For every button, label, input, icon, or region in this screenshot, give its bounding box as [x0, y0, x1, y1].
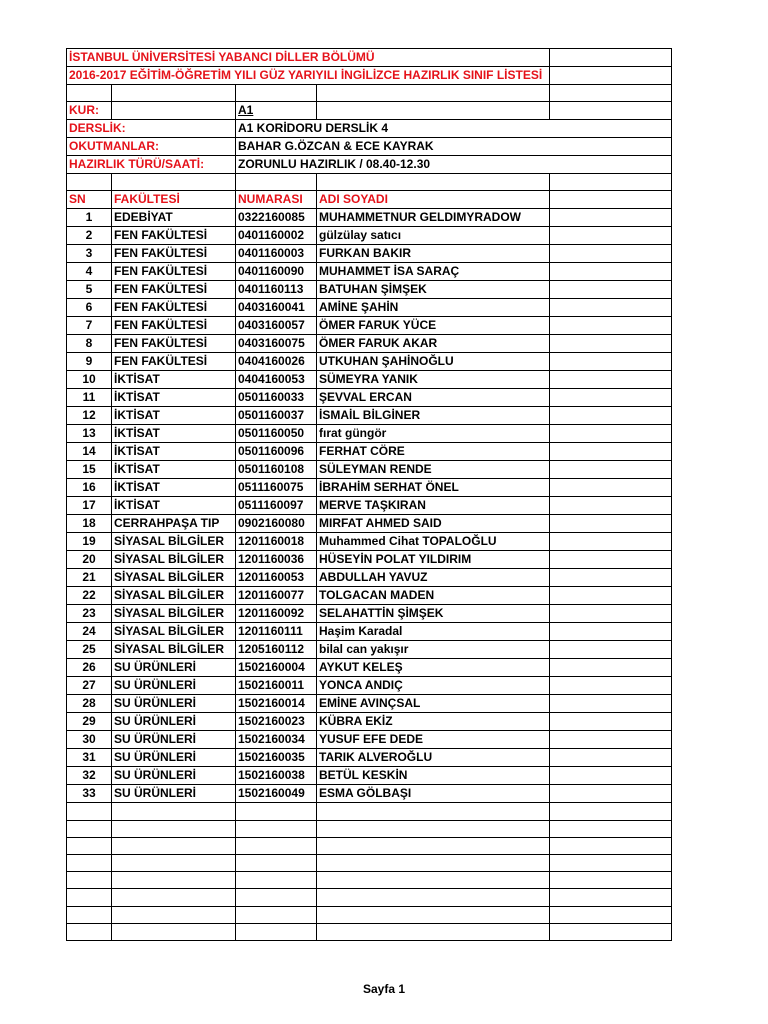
cell-sn: 33: [67, 785, 112, 803]
empty-cell: [550, 497, 672, 515]
table-row: [67, 641, 672, 659]
cell-numara: 0501160037: [236, 407, 317, 425]
cell-sn: 1: [67, 209, 112, 227]
info-value-kur: A1: [236, 102, 317, 120]
empty-cell: [550, 389, 672, 407]
table-row: [67, 731, 672, 749]
title-row-2: [67, 67, 672, 85]
info-row-derslik: [67, 120, 672, 138]
empty-cell: [550, 461, 672, 479]
empty-cell: [550, 281, 672, 299]
empty-cell: [550, 605, 672, 623]
empty-cell: [67, 906, 112, 923]
cell-ad: ESMA GÖLBAŞI: [317, 785, 550, 803]
cell-numara: 1502160049: [236, 785, 317, 803]
cell-sn: 3: [67, 245, 112, 263]
empty-cell: [317, 820, 550, 837]
cell-sn: 23: [67, 605, 112, 623]
title-row-1: [67, 49, 672, 67]
title-2: 2016-2017 EĞİTİM-ÖĞRETİM YILI GÜZ YARIYILI İNGİLİZCE HAZIRLIK SINIF LİSTESİ: [67, 67, 550, 85]
empty-cell: [550, 245, 672, 263]
empty-row: [67, 872, 672, 889]
table-row: [67, 353, 672, 371]
cell-sn: 15: [67, 461, 112, 479]
empty-cell: [236, 837, 317, 854]
info-label-hazirlik: HAZIRLIK TÜRÜ/SAATİ:: [67, 156, 236, 174]
class-list-table: [66, 48, 672, 941]
empty-cell: [550, 263, 672, 281]
cell-sn: 7: [67, 317, 112, 335]
empty-cell: [112, 889, 236, 906]
cell-fakulte: SİYASAL BİLGİLER: [112, 623, 236, 641]
cell-numara: 1205160112: [236, 641, 317, 659]
empty-cell: [236, 889, 317, 906]
empty-cell: [550, 479, 672, 497]
cell-ad: TOLGACAN MADEN: [317, 587, 550, 605]
info-row-kur: [67, 102, 672, 120]
cell-sn: 12: [67, 407, 112, 425]
table-row: [67, 659, 672, 677]
cell-numara: 0501160108: [236, 461, 317, 479]
empty-cell: [67, 923, 112, 940]
cell-ad: fırat güngör: [317, 425, 550, 443]
empty-cell: [550, 872, 672, 889]
empty-cell: [112, 872, 236, 889]
cell-sn: 13: [67, 425, 112, 443]
empty-cell: [550, 803, 672, 820]
table-row: [67, 317, 672, 335]
title-1: İSTANBUL ÜNİVERSİTESİ YABANCI DİLLER BÖLÜMÜ: [67, 49, 550, 67]
cell-sn: 20: [67, 551, 112, 569]
empty-cell: [550, 551, 672, 569]
empty-cell: [550, 49, 672, 67]
empty-cell: [550, 515, 672, 533]
cell-ad: İSMAİL BİLGİNER: [317, 407, 550, 425]
cell-sn: 22: [67, 587, 112, 605]
empty-cell: [317, 872, 550, 889]
info-value-okutmanlar: BAHAR G.ÖZCAN & ECE KAYRAK: [236, 138, 672, 156]
cell-sn: 11: [67, 389, 112, 407]
empty-cell: [550, 889, 672, 906]
cell-numara: 0404160053: [236, 371, 317, 389]
cell-sn: 28: [67, 695, 112, 713]
empty-row: [67, 837, 672, 854]
empty-cell: [550, 569, 672, 587]
empty-cell: [236, 820, 317, 837]
cell-numara: 1502160038: [236, 767, 317, 785]
cell-numara: 1201160036: [236, 551, 317, 569]
cell-numara: 1502160023: [236, 713, 317, 731]
table-row: [67, 497, 672, 515]
cell-sn: 21: [67, 569, 112, 587]
cell-fakulte: FEN FAKÜLTESİ: [112, 263, 236, 281]
cell-fakulte: FEN FAKÜLTESİ: [112, 281, 236, 299]
cell-ad: KÜBRA EKİZ: [317, 713, 550, 731]
cell-sn: 25: [67, 641, 112, 659]
table-row: [67, 605, 672, 623]
blank-row: [67, 174, 672, 191]
info-value-hazirlik: ZORUNLU HAZIRLIK / 08.40-12.30: [236, 156, 672, 174]
cell-numara: 0902160080: [236, 515, 317, 533]
page-footer: Sayfa 1: [362, 982, 406, 996]
cell-fakulte: İKTİSAT: [112, 443, 236, 461]
table-row: [67, 335, 672, 353]
cell-fakulte: SİYASAL BİLGİLER: [112, 605, 236, 623]
empty-row: [67, 854, 672, 871]
cell-ad: AMİNE ŞAHİN: [317, 299, 550, 317]
empty-cell: [550, 227, 672, 245]
table-row: [67, 587, 672, 605]
cell-sn: 30: [67, 731, 112, 749]
empty-cell: [550, 425, 672, 443]
cell-ad: MUHAMMET İSA SARAÇ: [317, 263, 550, 281]
cell-sn: 16: [67, 479, 112, 497]
cell-fakulte: SU ÜRÜNLERİ: [112, 677, 236, 695]
cell-fakulte: SİYASAL BİLGİLER: [112, 569, 236, 587]
empty-cell: [550, 785, 672, 803]
cell-sn: 6: [67, 299, 112, 317]
cell-fakulte: FEN FAKÜLTESİ: [112, 353, 236, 371]
table-row: [67, 263, 672, 281]
cell-sn: 32: [67, 767, 112, 785]
table-row: [67, 407, 672, 425]
empty-cell: [550, 533, 672, 551]
cell-ad: bilal can yakışır: [317, 641, 550, 659]
cell-numara: 0501160096: [236, 443, 317, 461]
table-row: [67, 227, 672, 245]
empty-cell: [550, 67, 672, 85]
cell-sn: 14: [67, 443, 112, 461]
cell-ad: ŞEVVAL ERCAN: [317, 389, 550, 407]
cell-sn: 24: [67, 623, 112, 641]
cell-numara: 1201160092: [236, 605, 317, 623]
empty-cell: [550, 443, 672, 461]
empty-cell: [550, 353, 672, 371]
empty-cell: [550, 713, 672, 731]
cell-fakulte: İKTİSAT: [112, 407, 236, 425]
empty-cell: [67, 889, 112, 906]
cell-fakulte: FEN FAKÜLTESİ: [112, 317, 236, 335]
cell-fakulte: İKTİSAT: [112, 497, 236, 515]
col-header-numara: NUMARASI: [236, 191, 317, 209]
cell-numara: 1502160034: [236, 731, 317, 749]
cell-fakulte: SU ÜRÜNLERİ: [112, 659, 236, 677]
empty-cell: [317, 906, 550, 923]
empty-cell: [550, 407, 672, 425]
empty-row: [67, 889, 672, 906]
empty-cell: [550, 749, 672, 767]
empty-cell: [236, 854, 317, 871]
cell-numara: 0401160090: [236, 263, 317, 281]
cell-fakulte: İKTİSAT: [112, 371, 236, 389]
info-label-okutmanlar: OKUTMANLAR:: [67, 138, 236, 156]
cell-numara: 1201160018: [236, 533, 317, 551]
empty-cell: [550, 587, 672, 605]
cell-fakulte: SİYASAL BİLGİLER: [112, 641, 236, 659]
cell-ad: SÜMEYRA YANIK: [317, 371, 550, 389]
info-label-derslik: DERSLİK:: [67, 120, 236, 138]
table-row: [67, 677, 672, 695]
cell-ad: BATUHAN ŞİMŞEK: [317, 281, 550, 299]
cell-ad: gülzülay satıcı: [317, 227, 550, 245]
table-row: [67, 299, 672, 317]
empty-cell: [550, 767, 672, 785]
empty-cell: [112, 854, 236, 871]
cell-fakulte: SU ÜRÜNLERİ: [112, 785, 236, 803]
cell-ad: MUHAMMETNUR GELDIMYRADOW: [317, 209, 550, 227]
col-header-sn: SN: [67, 191, 112, 209]
cell-sn: 26: [67, 659, 112, 677]
cell-ad: SELAHATTİN ŞİMŞEK: [317, 605, 550, 623]
empty-cell: [550, 837, 672, 854]
cell-fakulte: SİYASAL BİLGİLER: [112, 587, 236, 605]
table-row: [67, 281, 672, 299]
cell-ad: ÖMER FARUK YÜCE: [317, 317, 550, 335]
cell-ad: YUSUF EFE DEDE: [317, 731, 550, 749]
empty-cell: [67, 872, 112, 889]
cell-ad: BETÜL KESKİN: [317, 767, 550, 785]
empty-row: [67, 803, 672, 820]
cell-ad: İBRAHİM SERHAT ÖNEL: [317, 479, 550, 497]
empty-cell: [550, 371, 672, 389]
cell-sn: 29: [67, 713, 112, 731]
empty-row: [67, 906, 672, 923]
sheet-body: [67, 49, 672, 941]
empty-cell: [550, 335, 672, 353]
empty-cell: [236, 923, 317, 940]
empty-cell: [550, 695, 672, 713]
cell-sn: 2: [67, 227, 112, 245]
cell-ad: YONCA ANDIÇ: [317, 677, 550, 695]
cell-numara: 0403160075: [236, 335, 317, 353]
cell-ad: SÜLEYMAN RENDE: [317, 461, 550, 479]
table-row: [67, 767, 672, 785]
table-row: [67, 461, 672, 479]
empty-cell: [67, 854, 112, 871]
cell-sn: 8: [67, 335, 112, 353]
cell-fakulte: İKTİSAT: [112, 461, 236, 479]
empty-cell: [550, 820, 672, 837]
cell-fakulte: İKTİSAT: [112, 479, 236, 497]
empty-cell: [550, 191, 672, 209]
empty-cell: [550, 623, 672, 641]
empty-cell: [112, 923, 236, 940]
cell-ad: HÜSEYİN POLAT YILDIRIM: [317, 551, 550, 569]
cell-fakulte: CERRAHPAŞA TIP: [112, 515, 236, 533]
cell-sn: 19: [67, 533, 112, 551]
empty-cell: [550, 731, 672, 749]
empty-cell: [112, 837, 236, 854]
empty-cell: [236, 872, 317, 889]
cell-numara: 1502160035: [236, 749, 317, 767]
empty-cell: [317, 889, 550, 906]
table-row: [67, 443, 672, 461]
info-row-okutmanlar: [67, 138, 672, 156]
cell-fakulte: FEN FAKÜLTESİ: [112, 227, 236, 245]
cell-sn: 31: [67, 749, 112, 767]
col-header-fakulte: FAKÜLTESİ: [112, 191, 236, 209]
table-row: [67, 623, 672, 641]
table-row: [67, 425, 672, 443]
empty-cell: [550, 906, 672, 923]
empty-cell: [67, 820, 112, 837]
cell-sn: 27: [67, 677, 112, 695]
cell-fakulte: FEN FAKÜLTESİ: [112, 245, 236, 263]
empty-cell: [67, 837, 112, 854]
table-row: [67, 479, 672, 497]
empty-cell: [317, 803, 550, 820]
table-row: [67, 515, 672, 533]
table-row: [67, 785, 672, 803]
table-row: [67, 569, 672, 587]
empty-row: [67, 923, 672, 940]
cell-fakulte: SU ÜRÜNLERİ: [112, 695, 236, 713]
cell-ad: Haşim Karadal: [317, 623, 550, 641]
cell-numara: 0403160057: [236, 317, 317, 335]
table-row: [67, 245, 672, 263]
table-row: [67, 749, 672, 767]
cell-numara: 0401160113: [236, 281, 317, 299]
cell-fakulte: SU ÜRÜNLERİ: [112, 713, 236, 731]
cell-numara: 0401160003: [236, 245, 317, 263]
empty-cell: [112, 820, 236, 837]
info-row-hazirlik: [67, 156, 672, 174]
cell-fakulte: SİYASAL BİLGİLER: [112, 533, 236, 551]
cell-fakulte: FEN FAKÜLTESİ: [112, 299, 236, 317]
cell-sn: 5: [67, 281, 112, 299]
empty-cell: [550, 317, 672, 335]
cell-sn: 9: [67, 353, 112, 371]
cell-ad: EMİNE AVINÇSAL: [317, 695, 550, 713]
table-row: [67, 551, 672, 569]
cell-fakulte: SİYASAL BİLGİLER: [112, 551, 236, 569]
cell-ad: FERHAT CÖRE: [317, 443, 550, 461]
empty-cell: [317, 854, 550, 871]
cell-ad: Muhammed Cihat TOPALOĞLU: [317, 533, 550, 551]
cell-fakulte: EDEBİYAT: [112, 209, 236, 227]
cell-numara: 0511160075: [236, 479, 317, 497]
cell-fakulte: SU ÜRÜNLERİ: [112, 749, 236, 767]
cell-sn: 17: [67, 497, 112, 515]
empty-cell: [550, 923, 672, 940]
table-row: [67, 713, 672, 731]
cell-ad: FURKAN BAKIR: [317, 245, 550, 263]
cell-numara: 0403160041: [236, 299, 317, 317]
cell-sn: 18: [67, 515, 112, 533]
column-header-row: [67, 191, 672, 209]
cell-fakulte: SU ÜRÜNLERİ: [112, 767, 236, 785]
empty-cell: [550, 209, 672, 227]
info-label-kur: KUR:: [67, 102, 112, 120]
cell-ad: ABDULLAH YAVUZ: [317, 569, 550, 587]
info-value-derslik: A1 KORİDORU DERSLİK 4: [236, 120, 672, 138]
cell-ad: AYKUT KELEŞ: [317, 659, 550, 677]
cell-numara: 0401160002: [236, 227, 317, 245]
table-row: [67, 695, 672, 713]
cell-sn: 10: [67, 371, 112, 389]
cell-ad: MIRFAT AHMED SAID: [317, 515, 550, 533]
empty-cell: [550, 299, 672, 317]
empty-cell: [236, 803, 317, 820]
empty-cell: [236, 906, 317, 923]
empty-cell: [550, 677, 672, 695]
cell-numara: 1201160053: [236, 569, 317, 587]
empty-cell: [112, 906, 236, 923]
cell-numara: 1502160014: [236, 695, 317, 713]
cell-numara: 1502160004: [236, 659, 317, 677]
empty-cell: [550, 854, 672, 871]
cell-numara: 1502160011: [236, 677, 317, 695]
cell-sn: 4: [67, 263, 112, 281]
cell-ad: UTKUHAN ŞAHİNOĞLU: [317, 353, 550, 371]
cell-numara: 0404160026: [236, 353, 317, 371]
cell-numara: 1201160077: [236, 587, 317, 605]
empty-cell: [112, 102, 236, 120]
empty-cell: [112, 803, 236, 820]
cell-numara: 0501160050: [236, 425, 317, 443]
empty-row: [67, 820, 672, 837]
empty-cell: [550, 641, 672, 659]
cell-fakulte: FEN FAKÜLTESİ: [112, 335, 236, 353]
empty-cell: [317, 923, 550, 940]
cell-numara: 0511160097: [236, 497, 317, 515]
col-header-ad: ADI SOYADI: [317, 191, 550, 209]
cell-numara: 1201160111: [236, 623, 317, 641]
cell-fakulte: İKTİSAT: [112, 389, 236, 407]
cell-numara: 0501160033: [236, 389, 317, 407]
table-row: [67, 209, 672, 227]
empty-cell: [550, 659, 672, 677]
table-row: [67, 533, 672, 551]
cell-ad: TARIK ALVEROĞLU: [317, 749, 550, 767]
cell-ad: MERVE TAŞKIRAN: [317, 497, 550, 515]
table-row: [67, 389, 672, 407]
cell-numara: 0322160085: [236, 209, 317, 227]
cell-fakulte: İKTİSAT: [112, 425, 236, 443]
cell-ad: ÖMER FARUK AKAR: [317, 335, 550, 353]
empty-cell: [67, 803, 112, 820]
cell-fakulte: SU ÜRÜNLERİ: [112, 731, 236, 749]
blank-row: [67, 85, 672, 102]
table-row: [67, 371, 672, 389]
empty-cell: [317, 837, 550, 854]
